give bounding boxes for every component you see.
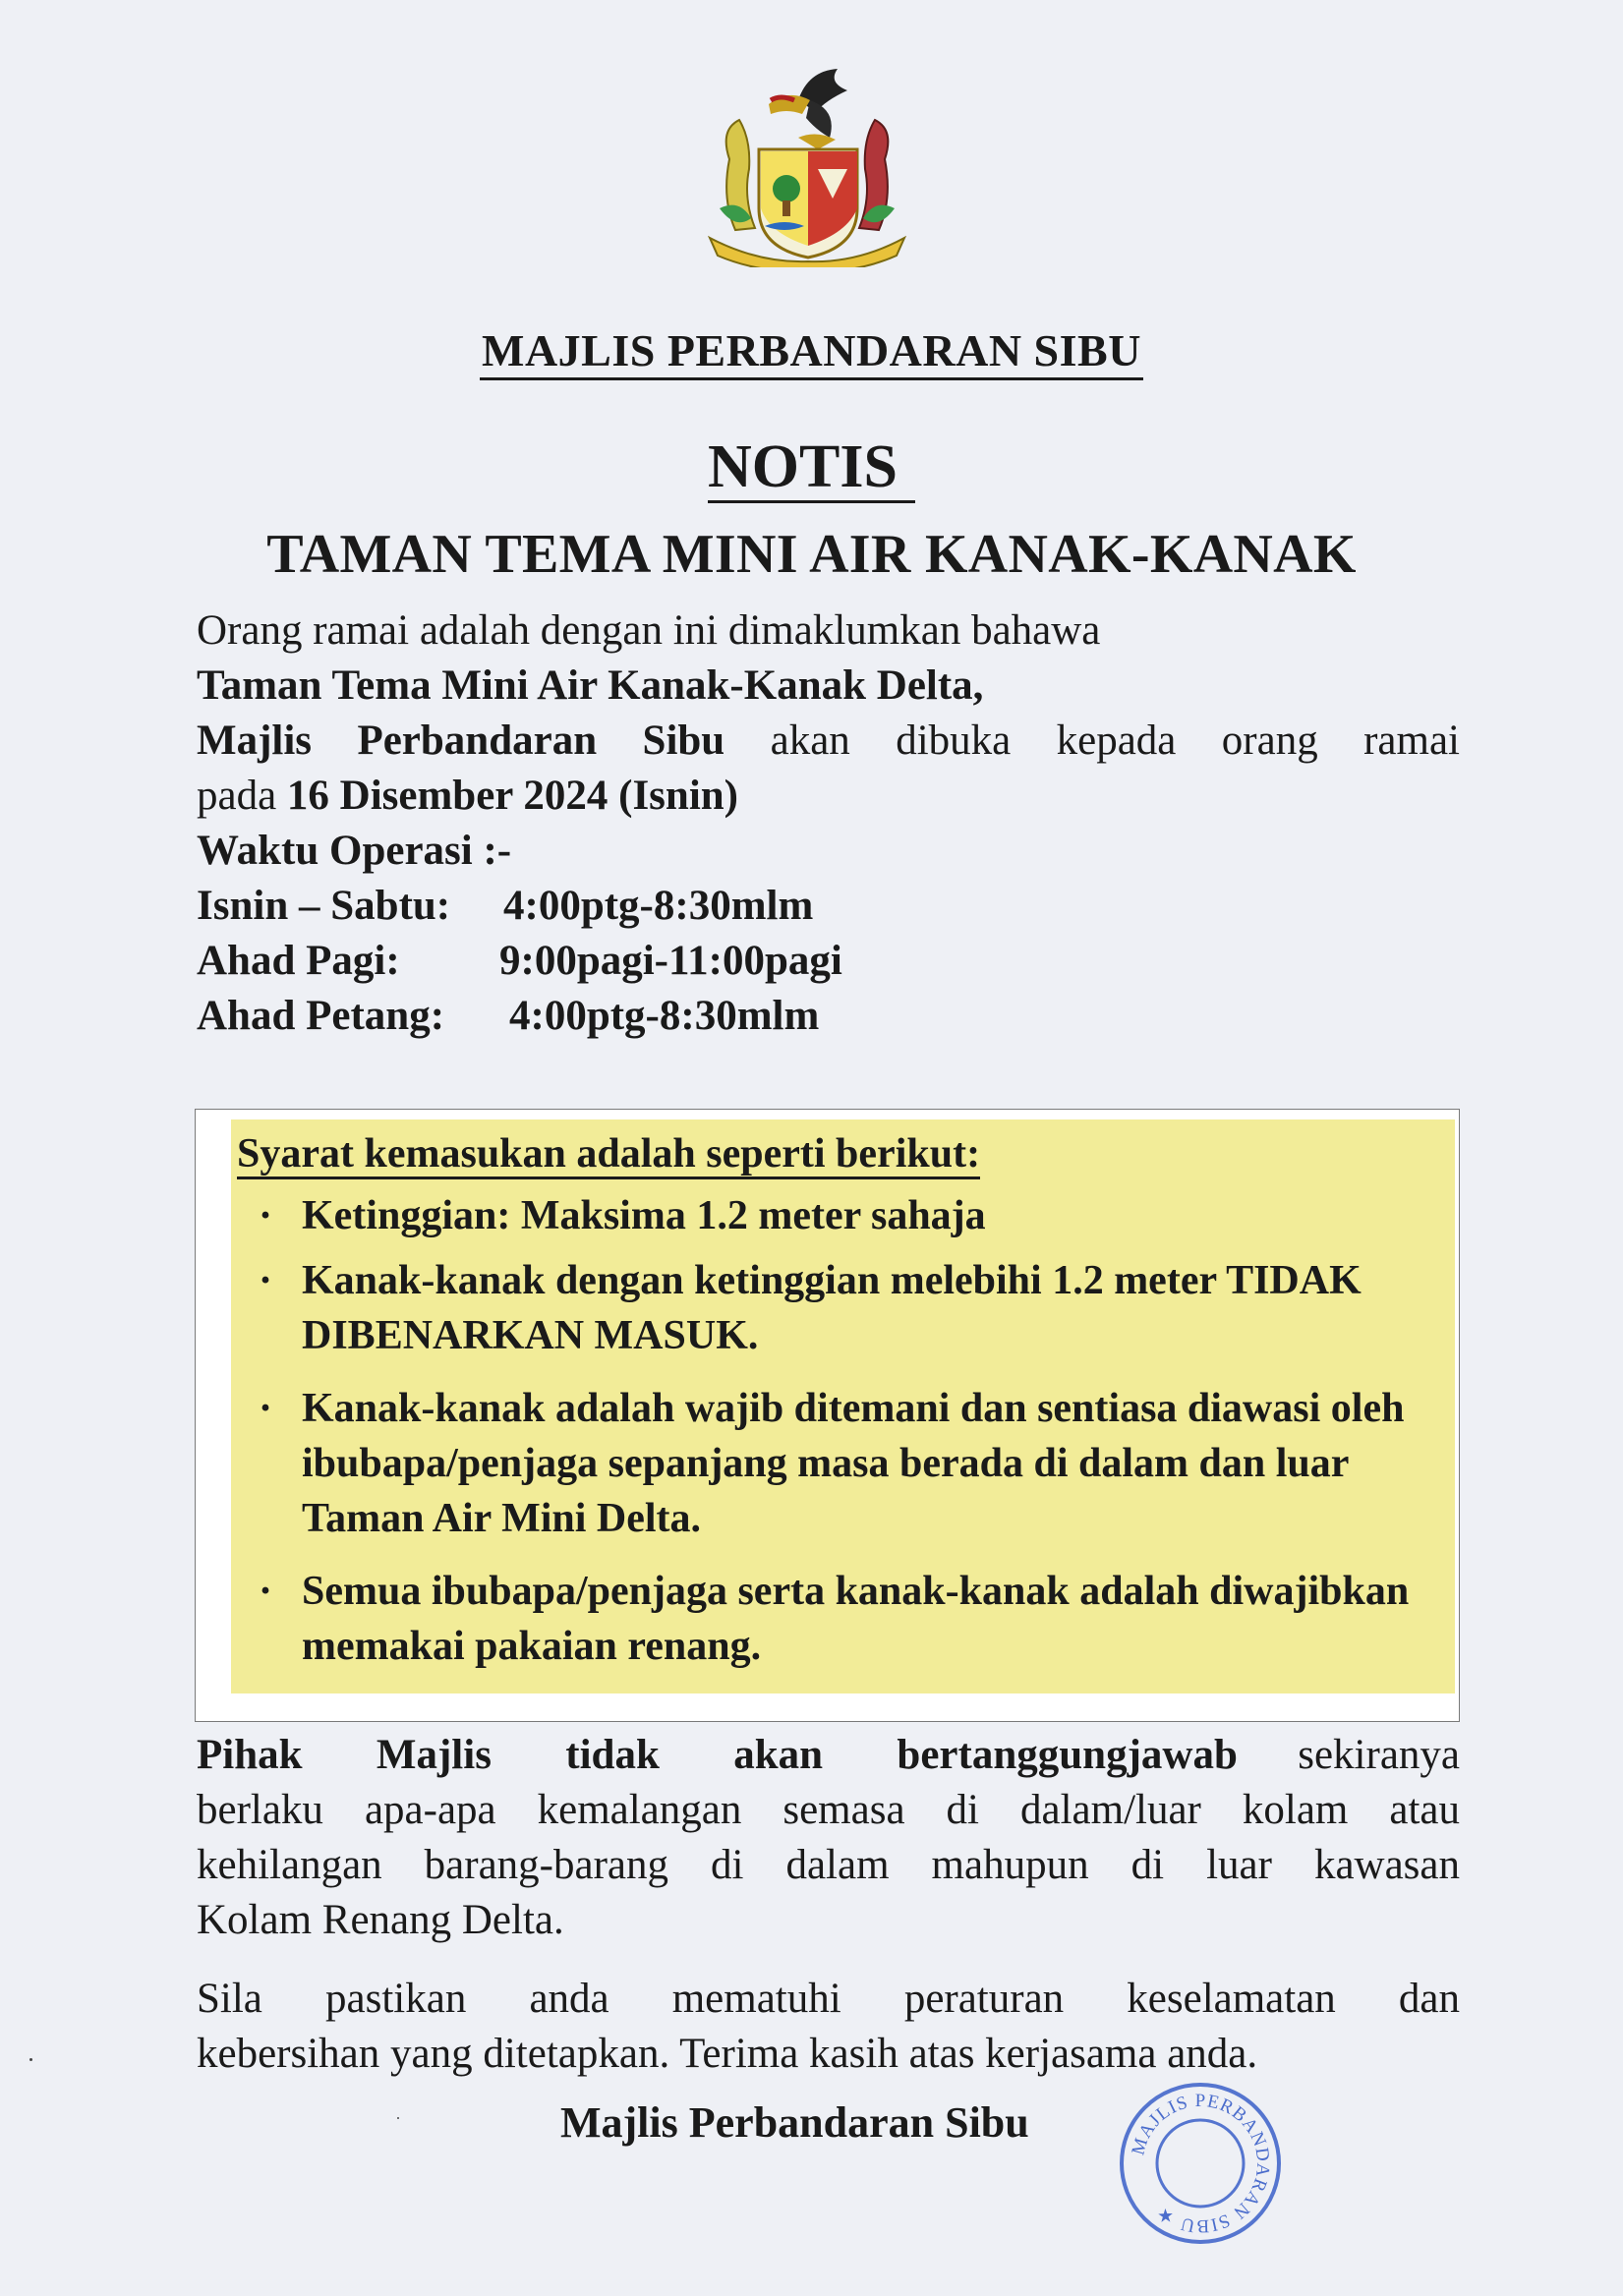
list-item: · Kanak-kanak dengan ketinggian melebihi 1.2 meter TIDAK DIBENARKAN MASUK. bbox=[259, 1253, 1438, 1363]
reminder-line: kebersihan yang ditetapkan. Terima kasih atas kerjasama anda. bbox=[197, 2031, 1258, 2077]
reminder-line: Sila pastikan anda mematuhi peraturan keselamatan dan bbox=[197, 1976, 1460, 2022]
requirements-list bbox=[259, 1188, 1438, 1692]
list-item: · Kanak-kanak adalah wajib ditemani dan sentiasa diawasi oleh ibubapa/penjaga sepanjang masa berada di dalam dan luar Taman Air Mini Delta. bbox=[259, 1381, 1438, 1546]
intro-paragraph bbox=[197, 603, 1460, 824]
hours-row: Ahad Petang: 4:00ptg-8:30mlm bbox=[197, 993, 820, 1039]
opening-date-line: pada 16 Disember 2024 (Isnin) bbox=[197, 773, 739, 819]
reminder-paragraph bbox=[197, 1972, 1460, 2082]
notice-subject: TAMAN TEMA MINI AIR KANAK-KANAK bbox=[266, 524, 1357, 585]
intro-line: Orang ramai adalah dengan ini dimaklumkan bahawa bbox=[197, 607, 1101, 654]
svg-text:MAJLIS PERBANDARAN SIBU ★: MAJLIS PERBANDARAN SIBU ★ bbox=[1128, 2090, 1274, 2237]
scan-speck bbox=[29, 2058, 32, 2061]
council-crest-icon bbox=[700, 61, 914, 267]
disclaimer-line: berlaku apa-apa kemalangan semasa di dalam/luar kolam atau bbox=[197, 1787, 1460, 1833]
scan-speck bbox=[397, 2117, 399, 2119]
opening-line: Majlis Perbandaran Sibu akan dibuka kepada orang ramai bbox=[197, 718, 1460, 764]
disclaimer-line: Kolam Renang Delta. bbox=[197, 1897, 564, 1943]
list-item: · Semua ibubapa/penjaga serta kanak-kanak adalah diwajibkan memakai pakaian renang. bbox=[259, 1564, 1438, 1674]
notice-label: NOTIS bbox=[0, 432, 1623, 502]
disclaimer-paragraph bbox=[197, 1728, 1460, 1948]
operating-hours bbox=[197, 824, 1460, 1044]
disclaimer-line: kehilangan barang-barang di dalam mahupun di luar kawasan bbox=[197, 1842, 1460, 1888]
council-stamp-icon bbox=[1117, 2080, 1284, 2247]
signoff: Majlis Perbandaran Sibu bbox=[560, 2098, 1029, 2147]
hours-row: Isnin – Sabtu: 4:00ptg-8:30mlm bbox=[197, 883, 814, 929]
requirements-heading: Syarat kemasukan adalah seperti berikut: bbox=[237, 1129, 980, 1178]
requirements-box bbox=[195, 1109, 1460, 1722]
list-item: · Ketinggian: Maksima 1.2 meter sahaja bbox=[259, 1188, 1438, 1243]
org-title: MAJLIS PERBANDARAN SIBU bbox=[0, 324, 1623, 376]
hours-row: Ahad Pagi: 9:00pagi-11:00pagi bbox=[197, 938, 842, 984]
hours-heading: Waktu Operasi :- bbox=[197, 828, 512, 874]
park-name: Taman Tema Mini Air Kanak-Kanak Delta, bbox=[197, 662, 984, 709]
disclaimer-line: Pihak Majlis tidak akan bertanggungjawab sekiranya bbox=[197, 1732, 1460, 1778]
